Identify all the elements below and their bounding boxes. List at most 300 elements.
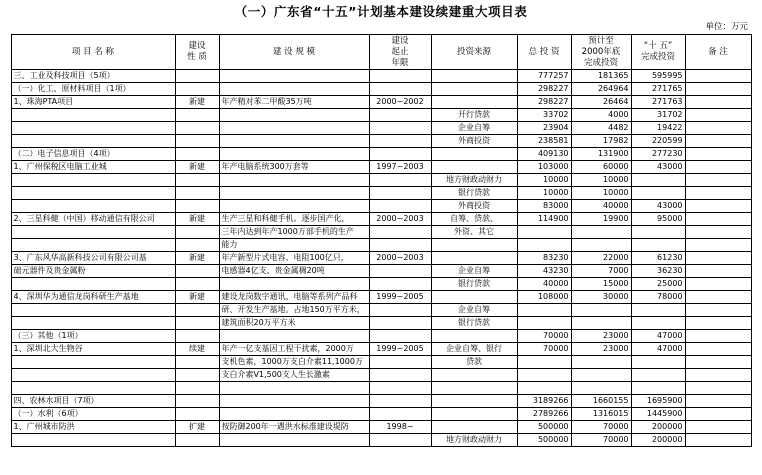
cell-nature: [175, 382, 219, 395]
col-header-fifteen: “十 五” 完成投资: [631, 35, 685, 70]
cell-fifteen-investment: [631, 382, 685, 395]
cell-project-name: 4、深圳华为通信龙岗科研生产基地: [11, 291, 175, 304]
cell-project-name: （一）水利（6项）: [11, 408, 175, 421]
cell-project-name: [11, 278, 175, 291]
cell-fifteen-investment: 1695900: [631, 395, 685, 408]
cell-years: [369, 83, 431, 96]
table-row: [11, 304, 751, 317]
cell-project-name: [11, 434, 175, 447]
cell-fifteen-investment: 271765: [631, 83, 685, 96]
cell-pre2000-investment: [571, 226, 631, 239]
cell-pre2000-investment: 15000: [571, 278, 631, 291]
cell-nature: [175, 330, 219, 343]
cell-total-investment: 298227: [517, 83, 571, 96]
page-title: （一）广东省“十五”计划基本建设续建重大项目表: [234, 4, 528, 19]
cell-source: [431, 239, 517, 252]
cell-remark: [685, 408, 751, 421]
cell-years: [369, 109, 431, 122]
cell-nature: [175, 395, 219, 408]
cell-fifteen-investment: 220599: [631, 135, 685, 148]
cell-total-investment: 500000: [517, 434, 571, 447]
cell-project-name: 四、农林水项目（7项）: [11, 395, 175, 408]
cell-scale: 年产一亿支基因工程干扰素，2000万: [219, 343, 369, 356]
col-header-remark: 备 注: [685, 35, 751, 70]
cell-pre2000-investment: 40000: [571, 200, 631, 213]
cell-fifteen-investment: 19422: [631, 122, 685, 135]
cell-years: [369, 122, 431, 135]
cell-total-investment: 43230: [517, 265, 571, 278]
table-row: [11, 83, 751, 96]
cell-remark: [685, 369, 751, 382]
cell-pre2000-investment: 23000: [571, 343, 631, 356]
cell-pre2000-investment: 10000: [571, 187, 631, 200]
table-row: [11, 343, 751, 356]
table-row: [11, 356, 751, 369]
cell-scale: 生产三星和科健手机。逐步国产化，: [219, 213, 369, 226]
cell-fifteen-investment: [631, 304, 685, 317]
cell-remark: [685, 252, 751, 265]
cell-fifteen-investment: [631, 239, 685, 252]
cell-fifteen-investment: 200000: [631, 434, 685, 447]
cell-project-name: [11, 304, 175, 317]
cell-remark: [685, 213, 751, 226]
cell-remark: [685, 200, 751, 213]
col-header-years: 建设 起止 年限: [369, 35, 431, 70]
cell-pre2000-investment: 17982: [571, 135, 631, 148]
cell-total-investment: 114900: [517, 213, 571, 226]
cell-project-name: [11, 122, 175, 135]
cell-source: [431, 96, 517, 109]
cell-years: 2000~2003: [369, 252, 431, 265]
cell-project-name: 1、广州城市防洪: [11, 421, 175, 434]
cell-scale: 建设龙岗数字通讯、电脑等系列产品科: [219, 291, 369, 304]
cell-fifteen-investment: [631, 187, 685, 200]
cell-source: [431, 291, 517, 304]
cell-total-investment: [517, 304, 571, 317]
col-header-pre2000: 预计至 2000年底 完成投资: [571, 35, 631, 70]
cell-fifteen-investment: [631, 174, 685, 187]
col-header-scale: 建 设 规 模: [219, 35, 369, 70]
cell-scale: [219, 148, 369, 161]
cell-fifteen-investment: 47000: [631, 343, 685, 356]
table-row: [11, 122, 751, 135]
cell-scale: [219, 278, 369, 291]
cell-scale: [219, 408, 369, 421]
table-row: [11, 213, 751, 226]
cell-fifteen-investment: [631, 317, 685, 330]
cell-fifteen-investment: 43000: [631, 200, 685, 213]
cell-remark: [685, 278, 751, 291]
cell-source: [431, 382, 517, 395]
cell-project-name: [11, 174, 175, 187]
cell-pre2000-investment: [571, 356, 631, 369]
cell-total-investment: 10000: [517, 174, 571, 187]
cell-fifteen-investment: 25000: [631, 278, 685, 291]
table-row: [11, 278, 751, 291]
table-body: [11, 70, 751, 447]
cell-remark: [685, 421, 751, 434]
cell-total-investment: [517, 356, 571, 369]
cell-source: [431, 161, 517, 174]
cell-nature: [175, 278, 219, 291]
cell-years: [369, 304, 431, 317]
cell-source: 开行贷款: [431, 109, 517, 122]
cell-nature: 新建: [175, 213, 219, 226]
cell-years: 1999~2005: [369, 343, 431, 356]
cell-pre2000-investment: 4000: [571, 109, 631, 122]
cell-total-investment: 33702: [517, 109, 571, 122]
cell-remark: [685, 96, 751, 109]
cell-pre2000-investment: 10000: [571, 174, 631, 187]
table-row: [11, 369, 751, 382]
table-header: [11, 35, 751, 70]
cell-pre2000-investment: 22000: [571, 252, 631, 265]
cell-scale: 建筑面积20万平方米: [219, 317, 369, 330]
col-header-name: 项 目 名 称: [11, 35, 175, 70]
cell-remark: [685, 304, 751, 317]
cell-nature: 新建: [175, 252, 219, 265]
cell-remark: [685, 395, 751, 408]
cell-scale: [219, 70, 369, 83]
cell-scale: [219, 187, 369, 200]
cell-total-investment: [517, 226, 571, 239]
cell-scale: 支机色素，1000万支白介素11,1000万: [219, 356, 369, 369]
cell-project-name: 1、深圳北大生物谷: [11, 343, 175, 356]
cell-nature: [175, 226, 219, 239]
cell-nature: [175, 408, 219, 421]
projects-table: [11, 34, 752, 447]
cell-source: 外资、其它: [431, 226, 517, 239]
cell-scale: 年产新型片式电容、电阻100亿只，: [219, 252, 369, 265]
cell-years: 2000~2002: [369, 96, 431, 109]
table-row: [11, 434, 751, 447]
table-row: [11, 148, 751, 161]
cell-source: 贷款: [431, 356, 517, 369]
table-row: [11, 291, 751, 304]
document-page: [0, 4, 762, 475]
table-row: [11, 408, 751, 421]
cell-project-name: 1、珠海PTA项目: [11, 96, 175, 109]
cell-years: 1998~: [369, 421, 431, 434]
cell-project-name: [11, 226, 175, 239]
cell-source: [431, 148, 517, 161]
cell-years: [369, 278, 431, 291]
cell-pre2000-investment: [571, 304, 631, 317]
cell-nature: [175, 70, 219, 83]
cell-source: [431, 70, 517, 83]
cell-pre2000-investment: 4482: [571, 122, 631, 135]
table-row: [11, 317, 751, 330]
cell-total-investment: 3189266: [517, 395, 571, 408]
cell-years: 2000~2003: [369, 213, 431, 226]
cell-remark: [685, 343, 751, 356]
cell-scale: 年产电脑系统300万套等: [219, 161, 369, 174]
cell-nature: [175, 239, 219, 252]
cell-nature: [175, 135, 219, 148]
cell-remark: [685, 135, 751, 148]
cell-years: [369, 382, 431, 395]
cell-pre2000-investment: [571, 369, 631, 382]
cell-pre2000-investment: 60000: [571, 161, 631, 174]
cell-project-name: [11, 109, 175, 122]
cell-pre2000-investment: 1316015: [571, 408, 631, 421]
cell-project-name: （一）化工、原材料项目（1项）: [11, 83, 175, 96]
cell-nature: [175, 200, 219, 213]
cell-pre2000-investment: 181365: [571, 70, 631, 83]
cell-fifteen-investment: 271763: [631, 96, 685, 109]
cell-project-name: 础元器件及贵金属粉: [11, 265, 175, 278]
cell-total-investment: [517, 317, 571, 330]
cell-fifteen-investment: [631, 226, 685, 239]
cell-years: [369, 408, 431, 421]
cell-years: [369, 148, 431, 161]
cell-remark: [685, 317, 751, 330]
cell-years: [369, 135, 431, 148]
cell-pre2000-investment: [571, 382, 631, 395]
cell-pre2000-investment: [571, 317, 631, 330]
cell-total-investment: 777257: [517, 70, 571, 83]
cell-total-investment: [517, 239, 571, 252]
cell-source: 银行贷款: [431, 278, 517, 291]
cell-source: 地方财政动财力: [431, 434, 517, 447]
cell-pre2000-investment: 70000: [571, 421, 631, 434]
table-row: [11, 330, 751, 343]
cell-project-name: [11, 356, 175, 369]
cell-years: [369, 356, 431, 369]
cell-total-investment: 298227: [517, 96, 571, 109]
cell-total-investment: 500000: [517, 421, 571, 434]
cell-remark: [685, 226, 751, 239]
table-row: [11, 226, 751, 239]
cell-source: [431, 83, 517, 96]
cell-years: [369, 330, 431, 343]
col-header-nature: 建设 性 质: [175, 35, 219, 70]
cell-fifteen-investment: [631, 356, 685, 369]
cell-remark: [685, 434, 751, 447]
cell-total-investment: 10000: [517, 187, 571, 200]
cell-total-investment: 409130: [517, 148, 571, 161]
cell-years: [369, 70, 431, 83]
cell-project-name: 1、广州保税区电脑工业城: [11, 161, 175, 174]
cell-remark: [685, 382, 751, 395]
cell-scale: [219, 395, 369, 408]
cell-nature: 扩建: [175, 421, 219, 434]
cell-nature: [175, 109, 219, 122]
cell-total-investment: [517, 382, 571, 395]
cell-project-name: （二）电子信息项目（4项）: [11, 148, 175, 161]
cell-total-investment: 238581: [517, 135, 571, 148]
cell-project-name: [11, 382, 175, 395]
cell-nature: [175, 83, 219, 96]
cell-source: 自筹、贷款、: [431, 213, 517, 226]
cell-total-investment: 83000: [517, 200, 571, 213]
cell-total-investment: 70000: [517, 343, 571, 356]
cell-remark: [685, 356, 751, 369]
cell-pre2000-investment: 1660155: [571, 395, 631, 408]
cell-project-name: [11, 239, 175, 252]
table-row: [11, 252, 751, 265]
table-row: [11, 382, 751, 395]
cell-project-name: 3、广东风华高新科技公司有限公司基: [11, 252, 175, 265]
table-row: [11, 395, 751, 408]
cell-source: [431, 408, 517, 421]
cell-nature: [175, 434, 219, 447]
cell-years: [369, 265, 431, 278]
cell-source: 企业自筹、银行: [431, 343, 517, 356]
cell-scale: 三年内达到年产1000万部手机的生产: [219, 226, 369, 239]
cell-fifteen-investment: [631, 369, 685, 382]
cell-fifteen-investment: 95000: [631, 213, 685, 226]
cell-nature: 新建: [175, 291, 219, 304]
cell-years: [369, 317, 431, 330]
cell-project-name: [11, 200, 175, 213]
cell-fifteen-investment: 1445900: [631, 408, 685, 421]
cell-source: 地方财政动财力: [431, 174, 517, 187]
cell-scale: 按防御200年一遇洪水标准建设堤防: [219, 421, 369, 434]
cell-scale: [219, 135, 369, 148]
cell-years: [369, 369, 431, 382]
cell-total-investment: 108000: [517, 291, 571, 304]
cell-pre2000-investment: 30000: [571, 291, 631, 304]
cell-fifteen-investment: 61230: [631, 252, 685, 265]
table-row: [11, 265, 751, 278]
cell-project-name: [11, 317, 175, 330]
cell-years: [369, 174, 431, 187]
cell-pre2000-investment: 264964: [571, 83, 631, 96]
cell-pre2000-investment: 131900: [571, 148, 631, 161]
cell-fifteen-investment: 78000: [631, 291, 685, 304]
cell-project-name: [11, 369, 175, 382]
cell-nature: 新建: [175, 96, 219, 109]
cell-scale: [219, 122, 369, 135]
cell-scale: [219, 382, 369, 395]
cell-source: 银行贷款: [431, 187, 517, 200]
cell-years: [369, 187, 431, 200]
cell-remark: [685, 148, 751, 161]
cell-remark: [685, 291, 751, 304]
cell-nature: [175, 317, 219, 330]
cell-remark: [685, 161, 751, 174]
cell-total-investment: 40000: [517, 278, 571, 291]
cell-scale: 电感器4亿支、贵金属稠20吨: [219, 265, 369, 278]
cell-pre2000-investment: [571, 239, 631, 252]
cell-scale: 支白介素V1,500支人生长激素: [219, 369, 369, 382]
cell-remark: [685, 83, 751, 96]
cell-remark: [685, 239, 751, 252]
table-row: [11, 421, 751, 434]
table-row: [11, 174, 751, 187]
table-row: [11, 109, 751, 122]
cell-total-investment: 2789266: [517, 408, 571, 421]
cell-fifteen-investment: 200000: [631, 421, 685, 434]
cell-source: [431, 330, 517, 343]
cell-nature: [175, 356, 219, 369]
cell-pre2000-investment: 26464: [571, 96, 631, 109]
cell-remark: [685, 109, 751, 122]
cell-source: 企业自筹: [431, 122, 517, 135]
cell-years: [369, 239, 431, 252]
cell-nature: [175, 369, 219, 382]
cell-years: [369, 200, 431, 213]
table-row: [11, 135, 751, 148]
cell-scale: [219, 83, 369, 96]
table-row: [11, 96, 751, 109]
cell-source: [431, 395, 517, 408]
cell-pre2000-investment: 23000: [571, 330, 631, 343]
col-header-total: 总 投 资: [517, 35, 571, 70]
cell-project-name: 2、三星科健（中国）移动通信有限公司: [11, 213, 175, 226]
cell-source: 外商投资: [431, 135, 517, 148]
table-header-row: [11, 35, 751, 70]
table-row: [11, 161, 751, 174]
cell-nature: [175, 265, 219, 278]
cell-scale: [219, 200, 369, 213]
cell-scale: 年产精对苯二甲酸35万吨: [219, 96, 369, 109]
cell-scale: 研、开发生产基地。占地150万平方米，: [219, 304, 369, 317]
cell-remark: [685, 70, 751, 83]
cell-fifteen-investment: 277230: [631, 148, 685, 161]
table-row: [11, 187, 751, 200]
cell-scale: 能力: [219, 239, 369, 252]
cell-project-name: 三、工业及科技项目（5项）: [11, 70, 175, 83]
cell-years: 1997~2003: [369, 161, 431, 174]
cell-pre2000-investment: 7000: [571, 265, 631, 278]
cell-source: 企业自筹: [431, 304, 517, 317]
cell-remark: [685, 187, 751, 200]
cell-remark: [685, 174, 751, 187]
cell-scale: [219, 109, 369, 122]
cell-pre2000-investment: 19900: [571, 213, 631, 226]
cell-pre2000-investment: 70000: [571, 434, 631, 447]
cell-project-name: [11, 187, 175, 200]
cell-total-investment: 103000: [517, 161, 571, 174]
cell-fifteen-investment: 47000: [631, 330, 685, 343]
cell-nature: 新建: [175, 161, 219, 174]
cell-fifteen-investment: 43000: [631, 161, 685, 174]
cell-nature: [175, 187, 219, 200]
cell-remark: [685, 122, 751, 135]
cell-years: [369, 226, 431, 239]
cell-years: [369, 434, 431, 447]
cell-fifteen-investment: 595995: [631, 70, 685, 83]
cell-project-name: （三）其他（1项）: [11, 330, 175, 343]
table-row: [11, 239, 751, 252]
cell-fifteen-investment: 31702: [631, 109, 685, 122]
col-header-source: 投资来源: [431, 35, 517, 70]
cell-scale: [219, 434, 369, 447]
cell-nature: [175, 148, 219, 161]
cell-scale: [219, 330, 369, 343]
cell-source: 银行贷款: [431, 317, 517, 330]
cell-source: 外商投资: [431, 200, 517, 213]
table-row: [11, 200, 751, 213]
cell-source: 企业自筹: [431, 265, 517, 278]
cell-fifteen-investment: 36230: [631, 265, 685, 278]
cell-source: [431, 369, 517, 382]
cell-source: [431, 252, 517, 265]
cell-total-investment: 23904: [517, 122, 571, 135]
cell-nature: [175, 174, 219, 187]
cell-remark: [685, 265, 751, 278]
table-row: [11, 70, 751, 83]
cell-project-name: [11, 135, 175, 148]
cell-nature: 续建: [175, 343, 219, 356]
cell-remark: [685, 330, 751, 343]
cell-nature: [175, 304, 219, 317]
cell-nature: [175, 122, 219, 135]
cell-source: [431, 421, 517, 434]
unit-note: 单位：万元: [705, 22, 748, 32]
